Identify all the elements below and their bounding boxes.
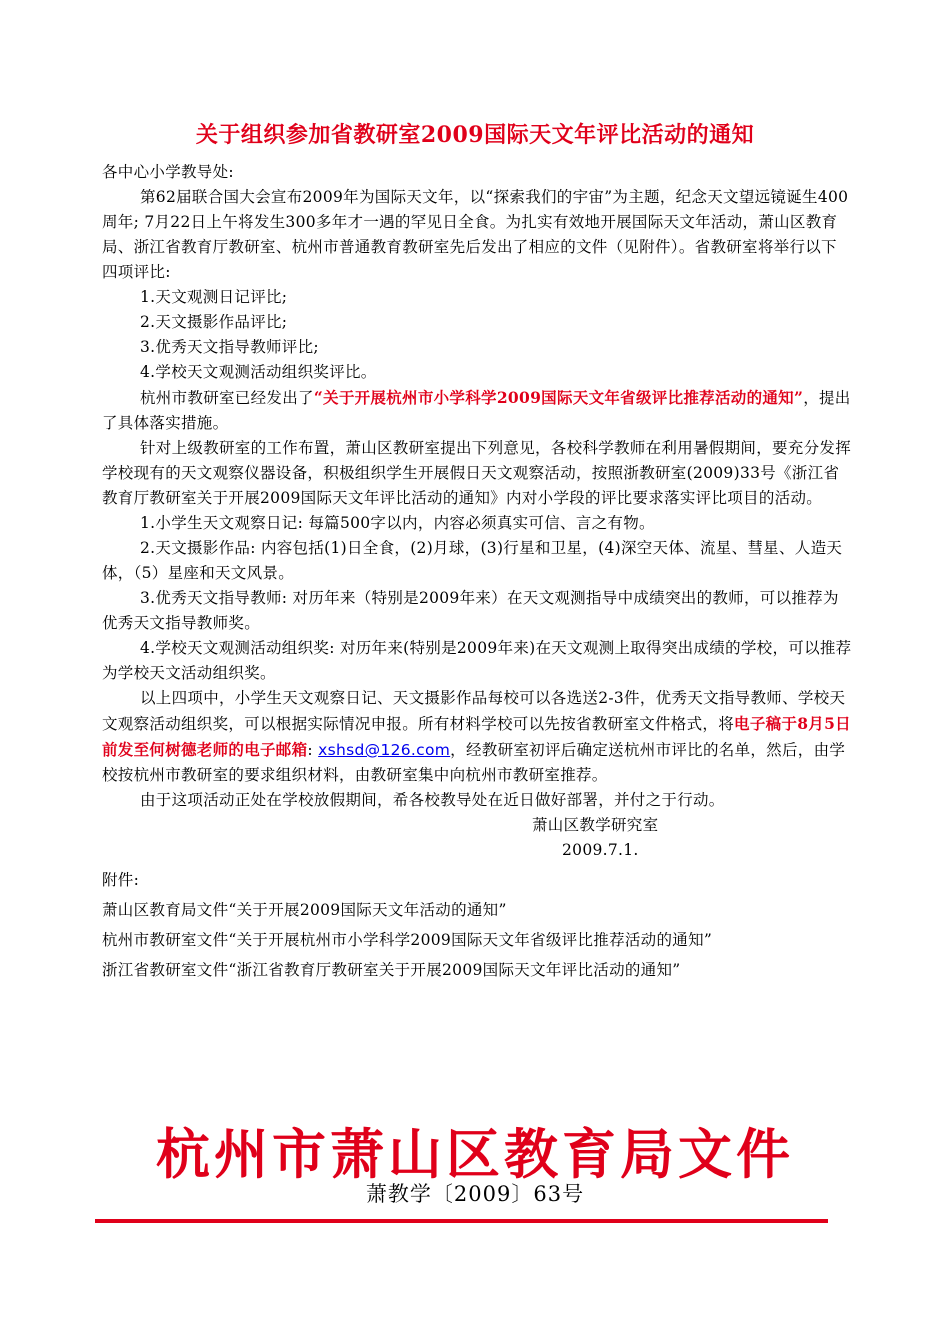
document-header-banner: 杭州市萧山区教育局文件	[156, 1122, 794, 1186]
list-item: 2.天文摄影作品: 内容包括(1)日全食，(2)月球，(3)行星和卫星，(4)深空天体、流星、彗星、人造天体，（5）星座和天文风景。	[102, 539, 843, 582]
list-item: 1.天文观测日记评比;	[140, 288, 288, 306]
document-number: 萧教学〔2009〕63号	[365, 1182, 585, 1206]
attachment-item: 杭州市教研室文件“关于开展杭州市小学科学2009国际天文年省级评比推荐活动的通知”	[102, 931, 713, 949]
paragraph-intro: 第62届联合国大会宣布2009年为国际天文年，以“探索我们的宇宙”为主题，纪念天文望远镜诞生400周年; 7月22日上午将发生300多年才一遇的罕见日全食。为扎实有效地开展国际天文年活动，萧山区教育局、浙江省教育厅教研室、杭州市普通教育教研室先后发出了相应的文件（见附件）。省教研室将举行以下四项评比:	[102, 188, 849, 281]
list-item: 4.学校天文观测活动组织奖评比。	[140, 363, 377, 381]
list-item: 2.天文摄影作品评比;	[140, 313, 288, 331]
signature: 萧山区教学研究室	[532, 816, 659, 834]
highlighted-notice-title: “关于开展杭州市小学科学2009国际天文年省级评比推荐活动的通知”	[313, 388, 804, 407]
list-item: 3.优秀天文指导教师评比;	[140, 338, 319, 356]
highlighted-deadline: 电子稿于8月5日前发至何树德老师的电子邮箱	[102, 714, 851, 759]
attachment-item: 萧山区教育局文件“关于开展2009国际天文年活动的通知”	[102, 901, 507, 919]
list-item: 4.学校天文观测活动组织奖: 对历年来(特别是2009年来)在天文观测上取得突出成绩的学校，可以推荐为学校天文活动组织奖。	[102, 639, 852, 682]
red-divider	[95, 1219, 828, 1223]
paragraph-text: ，经教研室初评后确定送杭州市评比的名单，然后，由学校按杭州市教研室的要求组织材料，由教研室集中向杭州市教研室推荐。	[102, 741, 846, 784]
list-item: 3.优秀天文指导教师: 对历年来（特别是2009年来）在天文观测指导中成绩突出的教师，可以推荐为优秀天文指导教师奖。	[102, 589, 839, 632]
salutation: 各中心小学教导处:	[102, 163, 234, 181]
attachments-label: 附件:	[102, 871, 140, 889]
paragraph-text: ，提出了具体落实措施。	[102, 389, 851, 432]
colon: :	[307, 741, 319, 759]
paragraph-hangzhou	[102, 385, 852, 436]
paragraph-requirements: 针对上级教研室的工作布置，萧山区教研室提出下列意见，各校科学教师在利用暑假期间，要充分发挥学校现有的天文观察仪器设备，积极组织学生开展假日天文观察活动，按照浙教研室(2009)33号《浙江省教育厅教研室关于开展2009国际天文年评比活动的通知》内对小学段的评比要求落实评比项目的活动。	[102, 439, 852, 507]
paragraph-text: 杭州市教研室已经发出了	[140, 389, 314, 407]
notice-body	[102, 160, 852, 983]
list-item: 1.小学生天文观察日记: 每篇500字以内，内容必须真实可信、言之有物。	[140, 514, 655, 532]
paragraph-submission	[102, 686, 852, 788]
paragraph-text: 以上四项中，小学生天文观察日记、天文摄影作品每校可以各选送2-3件，优秀天文指导教师、学校天文观察活动组织奖，可以根据实际情况申报。所有材料学校可以先按省教研室文件格式，将	[102, 689, 846, 733]
email-link[interactable]: xshsd@126.com	[318, 741, 451, 759]
paragraph-closing: 由于这项活动正处在学校放假期间，希各校教导处在近日做好部署，并付之于行动。	[140, 791, 725, 809]
date: 2009.7.1.	[562, 841, 639, 859]
attachments-section	[102, 868, 852, 983]
attachment-item: 浙江省教研室文件“浙江省教育厅教研室关于开展2009国际天文年评比活动的通知”	[102, 961, 681, 979]
notice-title: 关于组织参加省教研室2009国际天文年评比活动的通知	[195, 122, 755, 148]
